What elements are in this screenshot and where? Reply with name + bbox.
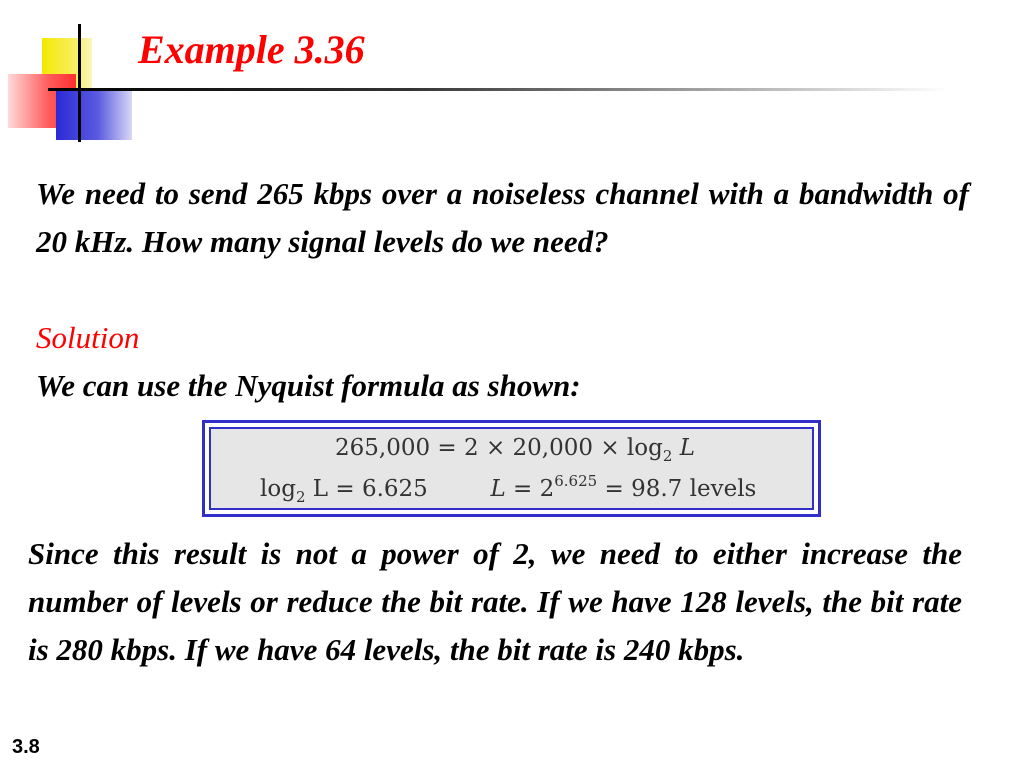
formula-box xyxy=(202,420,821,517)
solution-heading: Solution xyxy=(36,320,140,355)
slide-logo xyxy=(0,0,150,150)
formula-2-eq1: L = 6.625 xyxy=(312,476,428,502)
conclusion-text: Since this result is not a power of 2, we need to either increase the number of levels or reduce the bit rate. If we have 128 levels, the bit rate is 280 kbps. If we have 64 levels, the bit rate is 240 kbps. xyxy=(28,536,962,667)
formula-2-log: log xyxy=(260,476,296,502)
slide-title: Example 3.36 xyxy=(138,27,365,72)
logo-blue-square xyxy=(56,88,132,140)
logo-vertical-line xyxy=(78,24,81,142)
solution-intro: We can use the Nyquist formula as shown: xyxy=(36,368,581,403)
page-number: 3.8 xyxy=(12,736,40,758)
formula-2-exponent: 6.625 xyxy=(554,472,598,490)
formula-1-lhs: 265,000 = 2 × 20,000 × log xyxy=(335,435,663,461)
formula-2-eq2-suffix: = 98.7 levels xyxy=(597,476,757,502)
formula-line-1 xyxy=(335,435,695,465)
formula-2-eq2-prefix: = 2 xyxy=(505,476,555,502)
title-underline xyxy=(48,88,948,91)
formula-1-base: 2 xyxy=(662,447,673,465)
formula-1-var: L xyxy=(679,435,695,461)
formula-line-2 xyxy=(260,472,757,506)
formula-2-base: 2 xyxy=(295,488,306,506)
question-text: We need to send 265 kbps over a noiseless channel with a bandwidth of 20 kHz. How many signal levels do we need? xyxy=(36,176,969,259)
formula-2-var: L xyxy=(490,476,506,502)
formula-panel xyxy=(209,427,814,510)
